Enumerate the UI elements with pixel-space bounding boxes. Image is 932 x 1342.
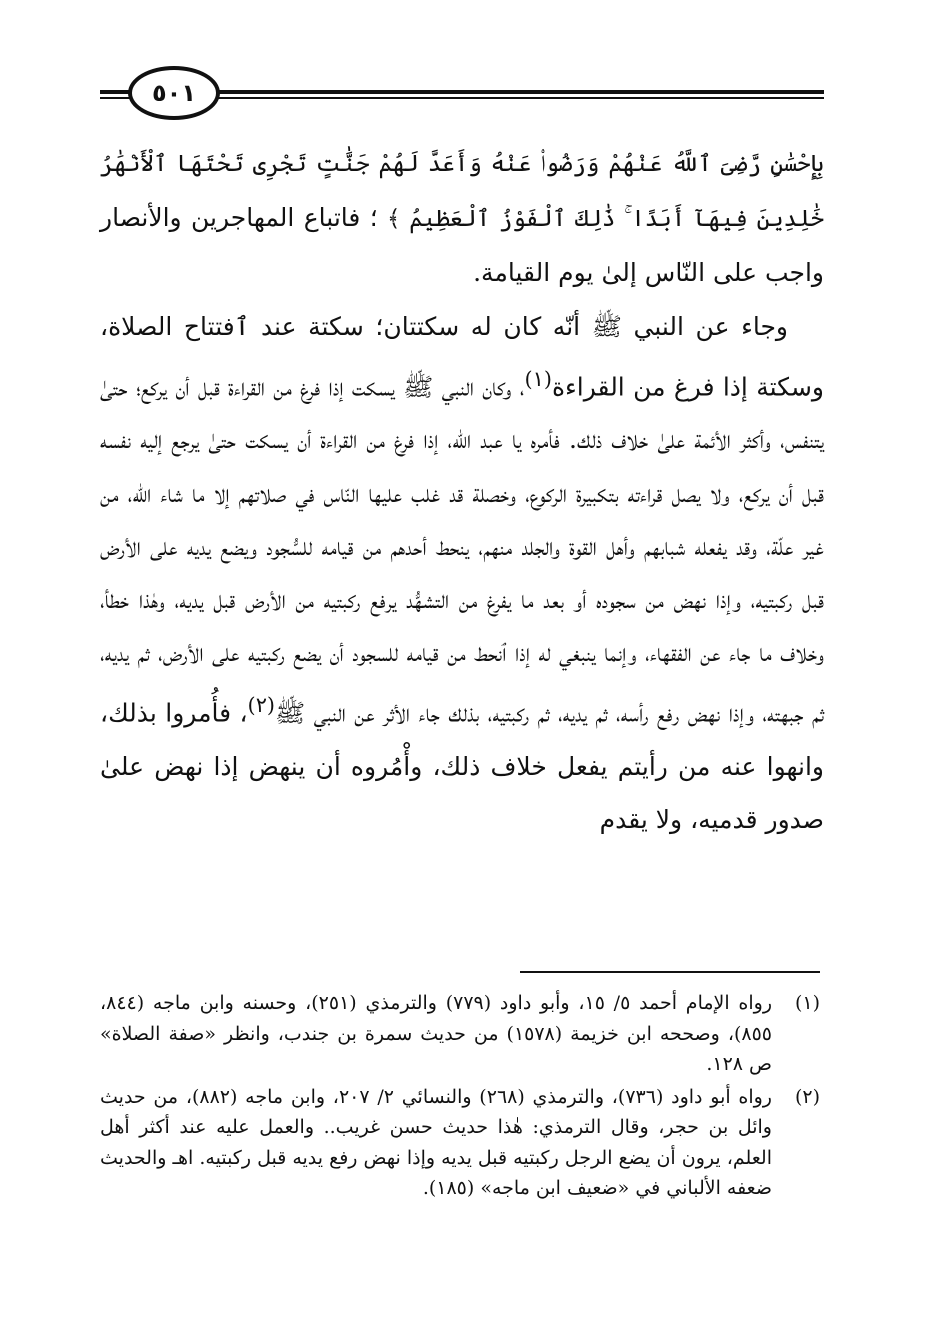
paragraph-1 <box>100 136 824 300</box>
footnote-ref-1[interactable]: (١) <box>524 366 552 391</box>
footnote-number: (٢) <box>794 1085 820 1108</box>
paragraph-1-text: ؛ فاتباع المهاجرين والأنصار واجب على النّاس إلىٰ يوم القيامة. <box>100 203 824 288</box>
page-number: ٥٠١ <box>152 79 196 107</box>
page-header <box>100 66 824 122</box>
footnote-ref-2[interactable]: (٢) <box>247 693 276 718</box>
paragraph-2-part-2: ، وكان النبي ﷺ يسكت إذا فرغ من القراءة قبل أن يركع؛ حتىٰ يتنفس، وأكثر الأئمة علىٰ خلاف ذلك. فأمره يا عبد الله، إذا فرغ من القراءة أن يسكت حتىٰ يرجع إليه نفسه قبل أن يركع، ولا يصل قراءته بتكبيرة الركوع، وخصلة قد غلب عليها النّاس في صلاتهم إلا ما شاء الله، من غير علّة، وقد يفعله شبابهم وأهل القوة والجلد منهم، ينحط أحدهم من قيامه للسُّجود ويضع يديه على الأرض قبل ركبتيه، وإذا نهض من سجوده أو بعد ما يفرغ من التشهُّد يرفع ركبتيه من الأرض قبل يديه، وهٰذا خطأ، وخلاف ما جاء عن الفقهاء، وإنما ينبغي له إذا ٱنحط من قيامه للسجود أن يضع ركبتيه على الأرض، ثم يديه، ثم جبهته، وإذا نهض رفع رأسه، ثم يديه، ثم ركبتيه، بذلك جاء الأثر عن النبي ﷺ <box>100 372 825 728</box>
footnote <box>100 988 824 1080</box>
paragraph-2-part-1: وجاء عن النبي ﷺ أنّه كان له سكتتان؛ سكتة عند ٱفتتاح الصلاة، وسكتة إذا فرغ من القراءة <box>100 311 824 402</box>
footnote-number: (١) <box>794 992 820 1014</box>
footnote-separator <box>520 971 820 973</box>
main-text <box>100 136 824 846</box>
footnotes <box>100 988 824 1206</box>
page-number-badge <box>128 66 220 120</box>
footnote-text: رواه الإمام أحمد ٥/ ١٥، وأبو داود (٧٧٩) والترمذي (٢٥١)، وحسنه وابن ماجه (٨٤٤، ٨٥٥)، وصححه ابن خزيمة (١٥٧٨) من حديث سمرة بن جندب، وانظر «صفة الصلاة» ص ١٢٨. <box>100 992 772 1075</box>
paragraph-2-part-3: ، فأُمروا بذلك، وانهوا عنه من رأيتم يفعل خلاف ذلك، وأْمُروه أن ينهض إذا نهض علىٰ صدور قدميه، ولا يقدم <box>100 698 824 835</box>
footnote <box>100 1082 824 1204</box>
paragraph-2 <box>100 300 824 847</box>
footnote-text: رواه أبو داود (٧٣٦)، والترمذي (٢٦٨) والنسائي ٢/ ٢٠٧، وابن ماجه (٨٨٢)، من حديث وائل بن حجر، وقال الترمذي: هٰذا حديث حسن غريب.. والعمل عليه عند أكثر أهل العلم، يرون أن يضع الرجل ركبتيه قبل يديه وإذا نهض رفع يديه قبل ركبتيه. اهـ والحديث ضعفه الألباني في «ضعيف ابن ماجه» (١٨٥). <box>100 1085 772 1199</box>
quran-verse: بِإِحْسَٰنٍ رَّضِىَ ٱللَّهُ عَنْهُمْ وَرَضُوا۟ عَنْهُ وَأَعَدَّ لَهُمْ جَنَّٰتٍ تَجْرِى تَحْتَهَا ٱلْأَنْهَٰرُ خَٰلِدِينَ فِيهَآ أَبَدًا ۚ ذَٰلِكَ ٱلْفَوْزُ ٱلْعَظِيمُ ﴾ <box>100 151 824 233</box>
